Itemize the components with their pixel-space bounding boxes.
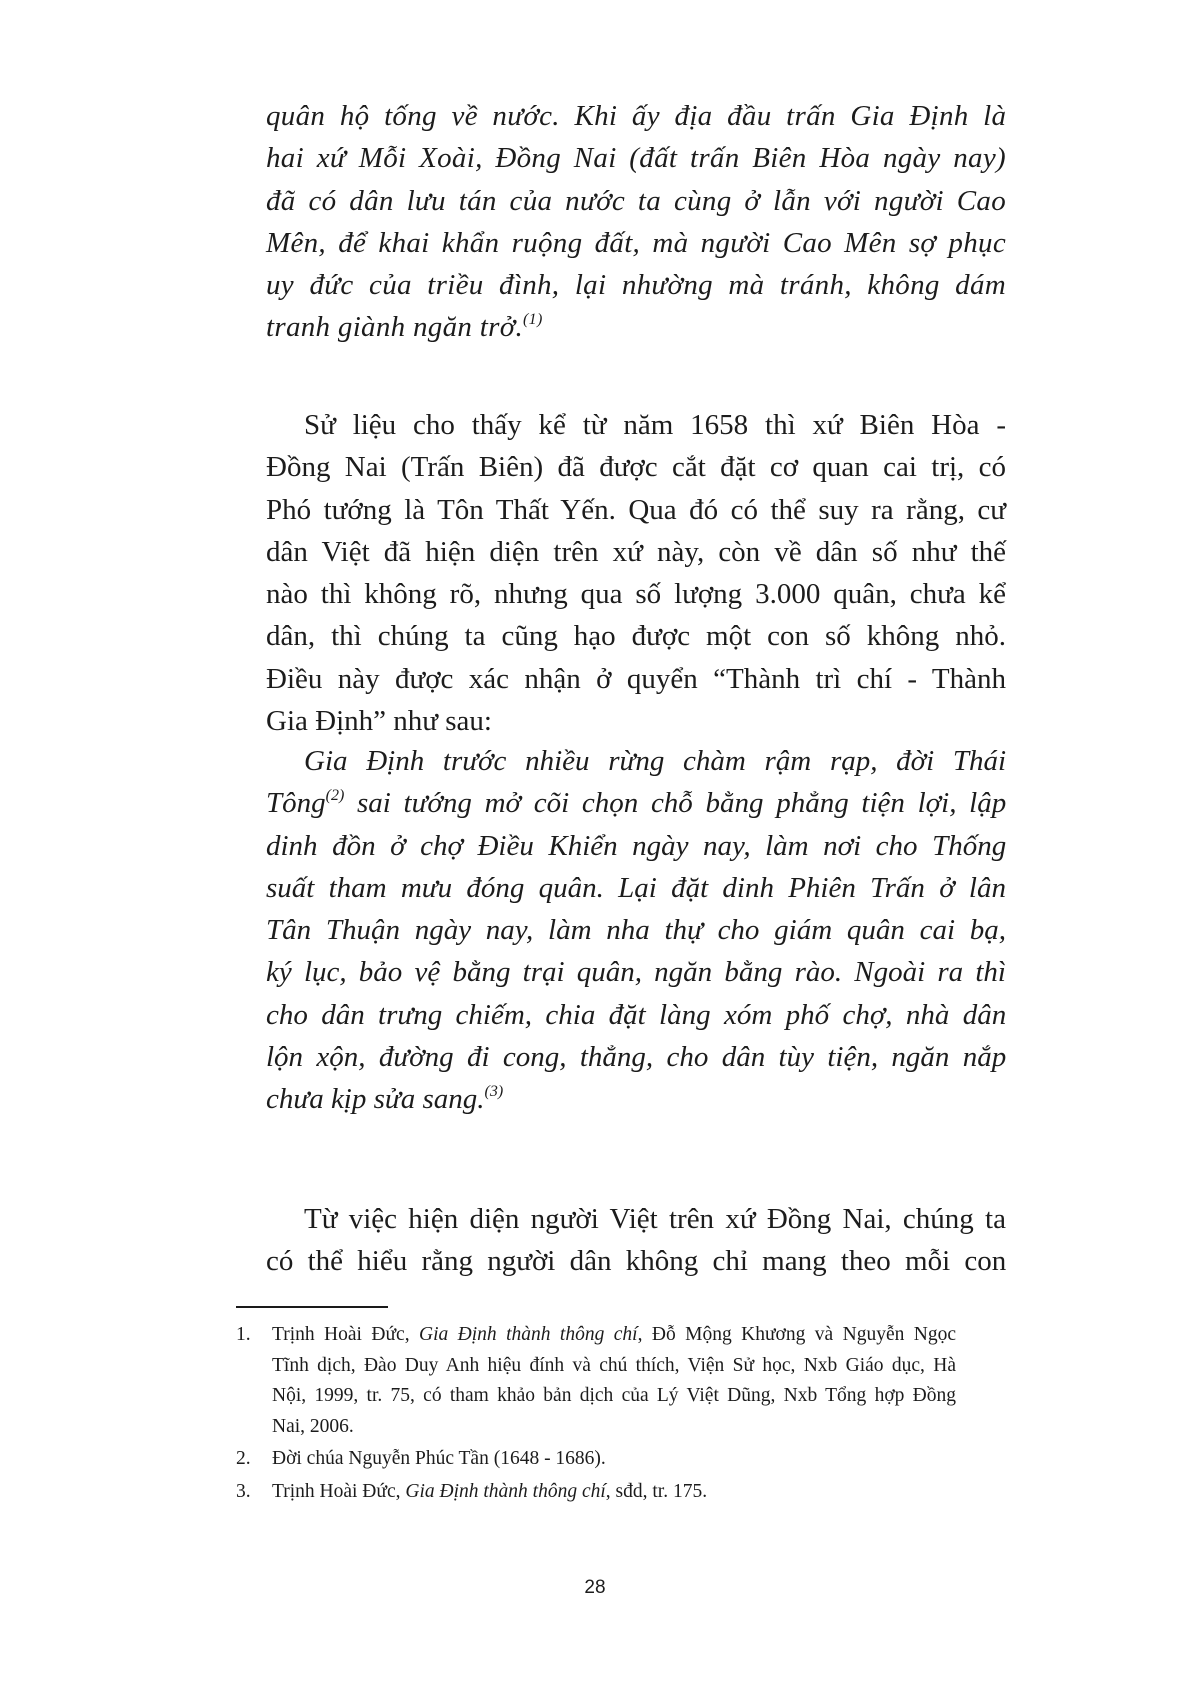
paragraph-line: Điều này được xác nhận ở quyển “Thành trì chí - Thành [266, 662, 1006, 695]
quote-line: quân hộ tống về nước. Khi ấy địa đầu trấn Gia Định là [266, 100, 1007, 132]
quote-line: cho dân trưng chiếm, chia đặt làng xóm phố chợ, nhà dân [266, 998, 1007, 1031]
quote-line: uy đức của triều đình, lại nhường mà tránh, không dám [266, 269, 1006, 302]
paragraph-1 [266, 404, 1006, 742]
quote-text: chưa kịp sửa sang. [266, 1083, 485, 1116]
paragraph-line: dân, thì chúng ta cũng hạo được một con số không nhỏ. [266, 620, 1006, 653]
footnotes [236, 1320, 956, 1509]
quote-line: dinh đồn ở chợ Điều Khiển ngày nay, làm nơi cho Thống [266, 829, 1007, 862]
paragraph-line: nào thì không rõ, nhưng qua số lượng 3.000 quân, chưa kể [266, 578, 1006, 611]
footnote-line: Đời chúa Nguyễn Phúc Tần (1648 - 1686). [272, 1448, 606, 1469]
paragraph-2 [266, 1198, 1006, 1283]
paragraph-line: Đồng Nai (Trấn Biên) đã được cắt đặt cơ quan cai trị, có [266, 451, 1006, 484]
paragraph-line: Từ việc hiện diện người Việt trên xứ Đồng Nai, chúng ta [304, 1203, 1006, 1235]
paragraph-line: Phó tướng là Tôn Thất Yến. Qua đó có thể suy ra rằng, cư [266, 493, 1007, 526]
footnote-line: Tĩnh dịch, Đào Duy Anh hiệu đính và chú thích, Viện Sử học, Nxb Giáo dục, Hà [272, 1354, 956, 1376]
footnote-number: 2. [236, 1448, 251, 1469]
quote-line: ký lục, bảo vệ bằng trại quân, ngăn bằng rào. Ngoài ra thì [266, 956, 1006, 989]
footnote-1 [236, 1320, 956, 1442]
quote-line: Gia Định trước nhiều rừng chàm rậm rạp, đời Thái [304, 745, 1007, 777]
footnote-title: Gia Định thành thông chí [419, 1324, 638, 1345]
page-number: 28 [584, 1577, 606, 1598]
quote-line: suất tham mưu đóng quân. Lại đặt dinh Phiên Trấn ở lân [266, 871, 1006, 904]
footnote-text: Trịnh Hoài Đức, [272, 1480, 406, 1502]
footnote-number: 1. [236, 1324, 251, 1345]
paragraph-line: có thể hiểu rằng người dân không chỉ mang theo mỗi con [266, 1245, 1007, 1278]
footnote-line [272, 1320, 956, 1351]
quote-line: hai xứ Mỗi Xoài, Đồng Nai (đất trấn Biên Hòa ngày nay) [266, 142, 1006, 175]
quote-line: Tân Thuận ngày nay, làm nha thự cho giám quân cai bạ, [266, 914, 1006, 947]
quote-line-last [266, 1078, 1006, 1120]
block-quote-2 [266, 740, 1006, 1121]
footnote-text: , Đỗ Mộng Khương và Nguyễn Ngọc [637, 1324, 957, 1345]
footnote-3 [236, 1477, 956, 1508]
quote-line: lộn xộn, đường đi cong, thẳng, cho dân tùy tiện, ngăn nắp [266, 1041, 1007, 1074]
paragraph-line: Gia Định” như sau: [266, 705, 492, 738]
footnote-ref-1[interactable]: (1) [523, 311, 543, 329]
paragraph-line: dân Việt đã hiện diện trên xứ này, còn về dân số như thế [266, 535, 1006, 568]
footnote-line: Nai, 2006. [272, 1415, 354, 1437]
footnote-2 [236, 1444, 956, 1475]
footnote-ref-3[interactable]: (3) [484, 1083, 504, 1101]
footnote-text: , sđd, tr. 175. [605, 1480, 708, 1502]
paragraph-line: Sử liệu cho thấy kể từ năm 1658 thì xứ Biên Hòa - [304, 409, 1006, 441]
quote-text: tranh giành ngăn trở. [266, 311, 524, 344]
footnote-line: Nội, 1999, tr. 75, có tham khảo bản dịch của Lý Việt Dũng, Nxb Tổng hợp Đồng [272, 1385, 956, 1406]
footnote-number: 3. [236, 1480, 251, 1502]
footnote-text: Trịnh Hoài Đức, [272, 1324, 419, 1345]
quote-text: sai tướng mở cõi chọn chỗ bằng phẳng tiện lợi, lập [344, 787, 1007, 820]
quote-line [266, 782, 1006, 824]
footnote-title: Gia Định thành thông chí [405, 1480, 606, 1502]
footnote-line [272, 1477, 956, 1508]
quote-text: Tông [266, 787, 326, 820]
quote-line: đã có dân lưu tán của nước ta cùng ở lẫn với người Cao [266, 184, 1006, 217]
footnote-ref-2[interactable]: (2) [325, 787, 345, 805]
quote-line: Mên, để khai khẩn ruộng đất, mà người Cao Mên sợ phục [266, 226, 1006, 259]
footnote-separator [236, 1306, 388, 1308]
quote-line-last [266, 306, 1006, 348]
block-quote-1 [266, 95, 1006, 349]
